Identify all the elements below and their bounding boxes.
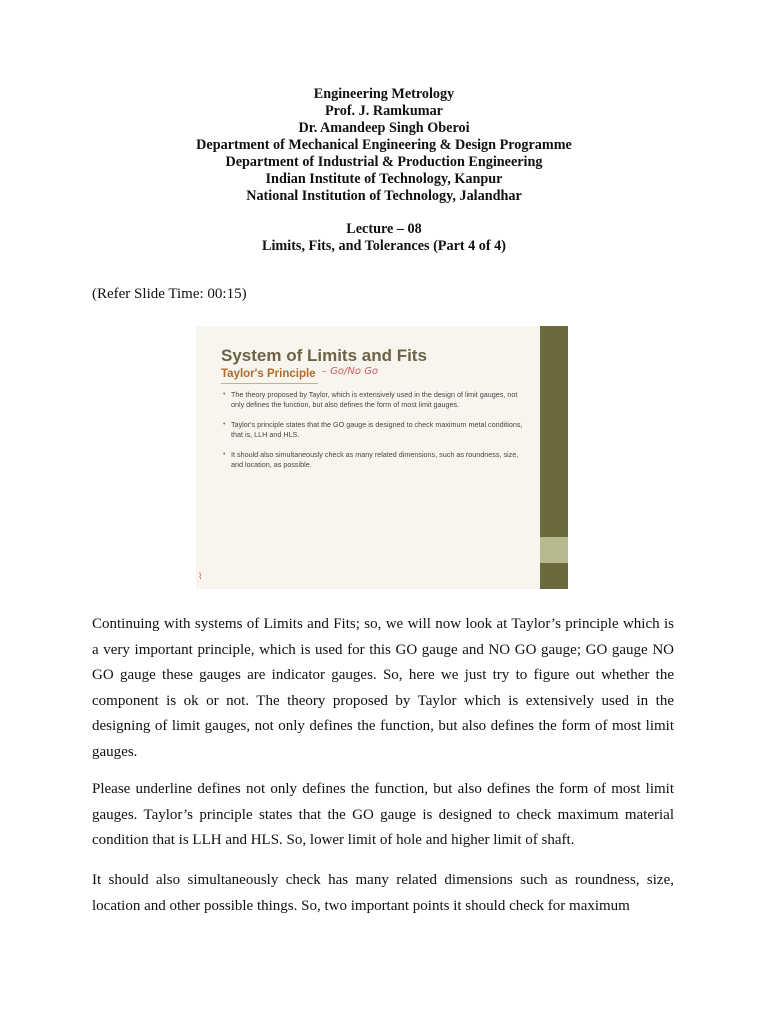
body-paragraph [92,777,674,854]
slide-bullet [223,390,523,411]
pen-mark-icon: ⌇ [198,572,203,582]
body-paragraph [92,612,674,765]
lecture-heading [0,221,768,255]
slide-image [196,326,568,589]
slide-sidebar-accent [540,537,568,563]
document-header [0,86,768,205]
course-title: Engineering Metrology [313,86,455,102]
lecture-title: Limits, Fits, and Tolerances (Part 4 of 4) [262,238,506,254]
slide-bullet [223,450,523,471]
instructor-1: Prof. J. Ramkumar [325,103,443,119]
bullet-icon: • [223,420,226,428]
institute-2: National Institution of Technology, Jalandhar [246,188,522,204]
lecture-number: Lecture – 08 [346,221,422,237]
handwritten-annotation: – Go/No Go [322,366,379,377]
paragraph-text: Please underline defines not only defines the function, but also defines the form of most limit gauges. Taylor’s principle states that the GO gauge is designed to check maximum material condition that is LLH and HLS. So, lower limit of hole and higher limit of shaft. [92,781,674,848]
department-2: Department of Industrial & Production Engineering [225,154,543,170]
institute-1: Indian Institute of Technology, Kanpur [265,171,503,187]
slide-subtitle-underline [221,383,318,384]
bullet-icon: • [223,450,226,458]
paragraph-text: Continuing with systems of Limits and Fits; so, we will now look at Taylor’s principle which is a very important principle, which is used for this GO gauge and NO GO gauge; GO gauge NO GO gauge these gauges are indicator gauges. So, here we just try to figure out whether the component is ok or not. The theory proposed by Taylor which is extensively used in the designing of limit gauges, not only defines the function, but also defines the form of most limit gauges. [92,616,674,760]
department-1: Department of Mechanical Engineering & Design Programme [196,137,572,153]
bullet-icon: • [223,391,226,398]
slide-bullet-text: The theory proposed by Taylor, which is extensively used in the design of limit gauges, not only defines the function, but also defines the form of most limit gauges. [231,390,518,410]
slide-bullet [223,420,523,441]
paragraph-text: It should also simultaneously check has many related dimensions such as roundness, size, location and other possible things. So, two important points it should check for maximum [92,872,674,914]
slide-subtitle: Taylor's Principle [221,368,316,380]
slide-bullet-text: It should also simultaneously check as many related dimensions, such as roundness, size, and location, as possible. [231,449,519,470]
slide-bullet-text: Taylor's principle states that the GO gauge is designed to check maximum metal conditions, that is, LLH and HLS. [231,419,523,440]
instructor-2: Dr. Amandeep Singh Oberoi [298,120,470,136]
slide-title: System of Limits and Fits [221,346,427,365]
refer-slide-time: (Refer Slide Time: 00:15) [92,286,247,302]
body-paragraph [92,868,674,919]
slide-bullet-list [223,390,523,479]
